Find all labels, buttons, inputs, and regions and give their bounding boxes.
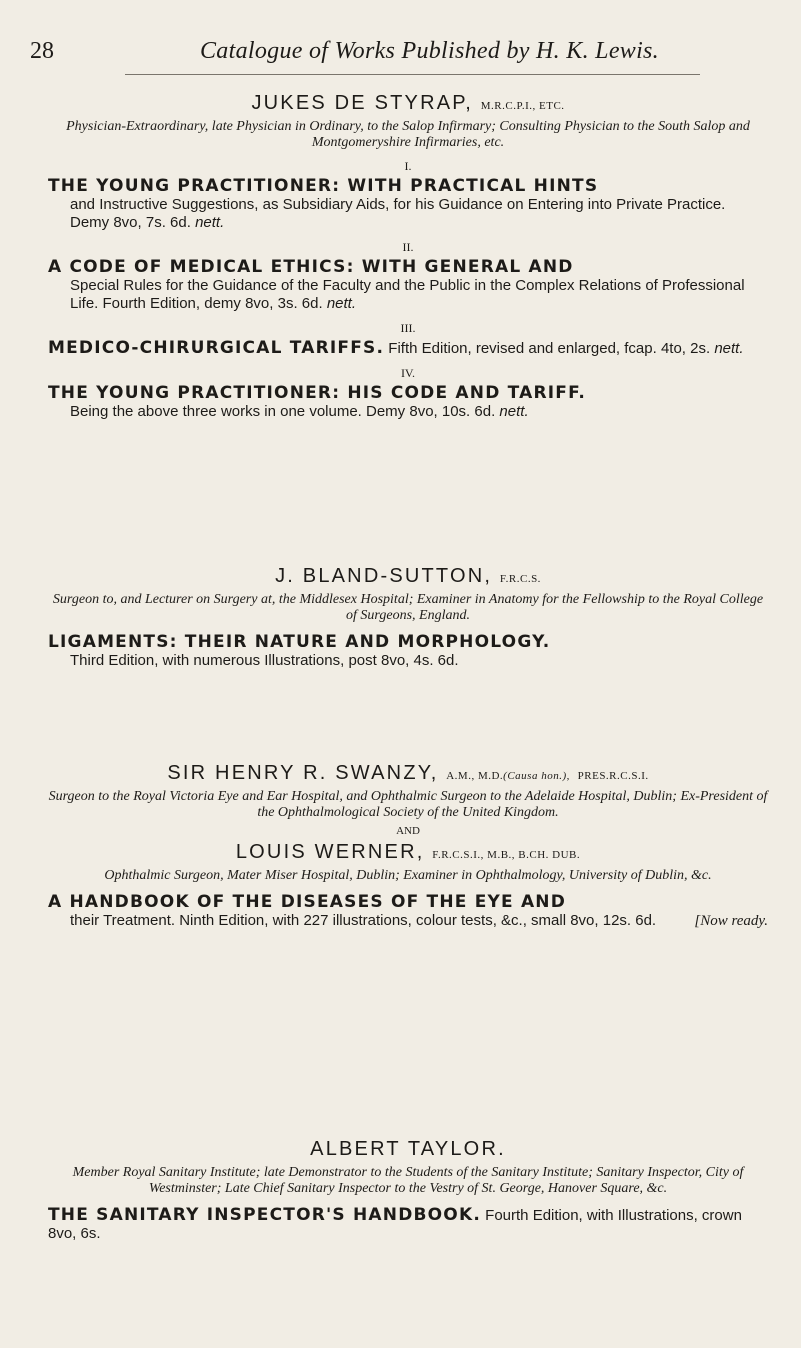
- work-details: MEDICO-CHIRURGICAL TARIFFS. Fifth Edition, revised and enlarged, fcap. 4to, 2s. nett.: [48, 338, 744, 358]
- work-title: LIGAMENTS: THEIR NATURE AND MORPHOLOGY.: [48, 632, 551, 652]
- work-numeral: II.: [402, 240, 414, 254]
- work-entry: [48, 1205, 768, 1243]
- author-description: Physician-Extraordinary, late Physician in Ordinary, to the Salop Infirmary; Consulting Physician to the South Salop and Montgomeryshire Infirmaries, etc.: [66, 119, 750, 150]
- work-title: THE YOUNG PRACTITIONER: HIS CODE AND TARIFF.: [48, 383, 587, 403]
- work-details: Being the above three works in one volume. Demy 8vo, 10s. 6d. nett.: [70, 403, 529, 420]
- section-albert-taylor: [48, 1138, 768, 1243]
- price-note: nett.: [499, 403, 529, 420]
- work-details: [Now ready. their Treatment. Ninth Edition, with 227 illustrations, colour tests, &c., small 8vo, 12s. 6d.: [70, 912, 768, 929]
- work-numeral: I.: [404, 159, 412, 173]
- work-title: THE SANITARY INSPECTOR'S HANDBOOK.: [48, 1205, 481, 1225]
- author-description: Surgeon to, and Lecturer on Surgery at, the Middlesex Hospital; Examiner in Anatomy for the Fellowship to the Royal College of Surgeons, England.: [52, 592, 764, 623]
- work-numeral: IV.: [400, 366, 416, 380]
- author-degrees: F.R.C.S.: [499, 573, 541, 585]
- author-degrees-presidency: PRES.R.C.S.I.: [577, 770, 649, 782]
- author-name: JUKES DE STYRAP,: [251, 92, 473, 114]
- author-heading: [48, 565, 768, 588]
- author-name: J. BLAND-SUTTON,: [275, 565, 493, 587]
- section-swanzy-werner: [48, 762, 768, 930]
- author-heading: [48, 1138, 768, 1161]
- coauthor-description: Ophthalmic Surgeon, Mater Miser Hospital, Dublin; Examiner in Ophthalmology, University of Dublin, &c.: [104, 868, 712, 883]
- and-separator: AND: [396, 825, 420, 837]
- author-causa: (Causa hon.),: [503, 770, 570, 782]
- section-jukes-de-styrap: [48, 92, 768, 423]
- work-details: Third Edition, with numerous Illustrations, post 8vo, 4s. 6d.: [70, 652, 459, 669]
- author-name: ALBERT TAYLOR.: [310, 1138, 506, 1160]
- work-title: MEDICO-CHIRURGICAL TARIFFS.: [48, 338, 385, 358]
- coauthor-name: LOUIS WERNER,: [235, 841, 425, 863]
- work-entry: [48, 159, 768, 232]
- price-note: nett.: [714, 340, 744, 357]
- page-header: [30, 38, 790, 78]
- author-description: Surgeon to the Royal Victoria Eye and Ear Hospital, and Ophthalmic Surgeon to the Adelaide Hospital, Dublin; Ex-President of the Ophthalmological Society of the United Kingdom.: [48, 789, 768, 820]
- price-note: nett.: [195, 214, 225, 231]
- work-details: and Instructive Suggestions, as Subsidiary Aids, for his Guidance on Entering into Private Practice. Demy 8vo, 7s. 6d. nett.: [70, 196, 726, 231]
- author-name: SIR HENRY R. SWANZY,: [167, 762, 439, 784]
- section-bland-sutton: [48, 565, 768, 670]
- status-note: [Now ready.: [694, 913, 768, 929]
- coauthor-degrees: F.R.C.S.I., M.B., B.CH. DUB.: [432, 849, 581, 861]
- work-details: Fourth Edition, with Illustrations, crown 8vo, 6s.: [48, 1207, 742, 1242]
- work-title: THE YOUNG PRACTITIONER: WITH PRACTICAL HINTS: [48, 176, 599, 196]
- author-heading: [48, 92, 768, 115]
- work-details: Special Rules for the Guidance of the Faculty and the Public in the Complex Relations of Professional Life. Fourth Edition, demy 8vo, 3s. 6d. nett.: [70, 277, 745, 312]
- work-title: A CODE OF MEDICAL ETHICS: WITH GENERAL AND: [48, 257, 574, 277]
- header-rule: [125, 74, 700, 75]
- page-number: 28: [30, 38, 54, 64]
- coauthor-heading: [48, 841, 768, 864]
- work-title: A HANDBOOK OF THE DISEASES OF THE EYE AND: [48, 892, 567, 912]
- work-numeral: III.: [400, 321, 416, 335]
- price-note: nett.: [326, 295, 356, 312]
- author-heading: [48, 762, 768, 785]
- work-entry: [48, 366, 768, 421]
- author-degrees: M.R.C.P.I., ETC.: [480, 100, 565, 112]
- running-title: Catalogue of Works Published by H. K. Lewis.: [200, 38, 659, 64]
- author-description: Member Royal Sanitary Institute; late Demonstrator to the Students of the Sanitary Institute; Sanitary Inspector, City of Westminster; Late Chief Sanitary Inspector to the Vestry of St. George, Hanover Square, &c.: [72, 1165, 744, 1196]
- work-entry: [48, 321, 768, 358]
- author-degrees: A.M., M.D.: [446, 770, 504, 782]
- work-entry: [48, 240, 768, 313]
